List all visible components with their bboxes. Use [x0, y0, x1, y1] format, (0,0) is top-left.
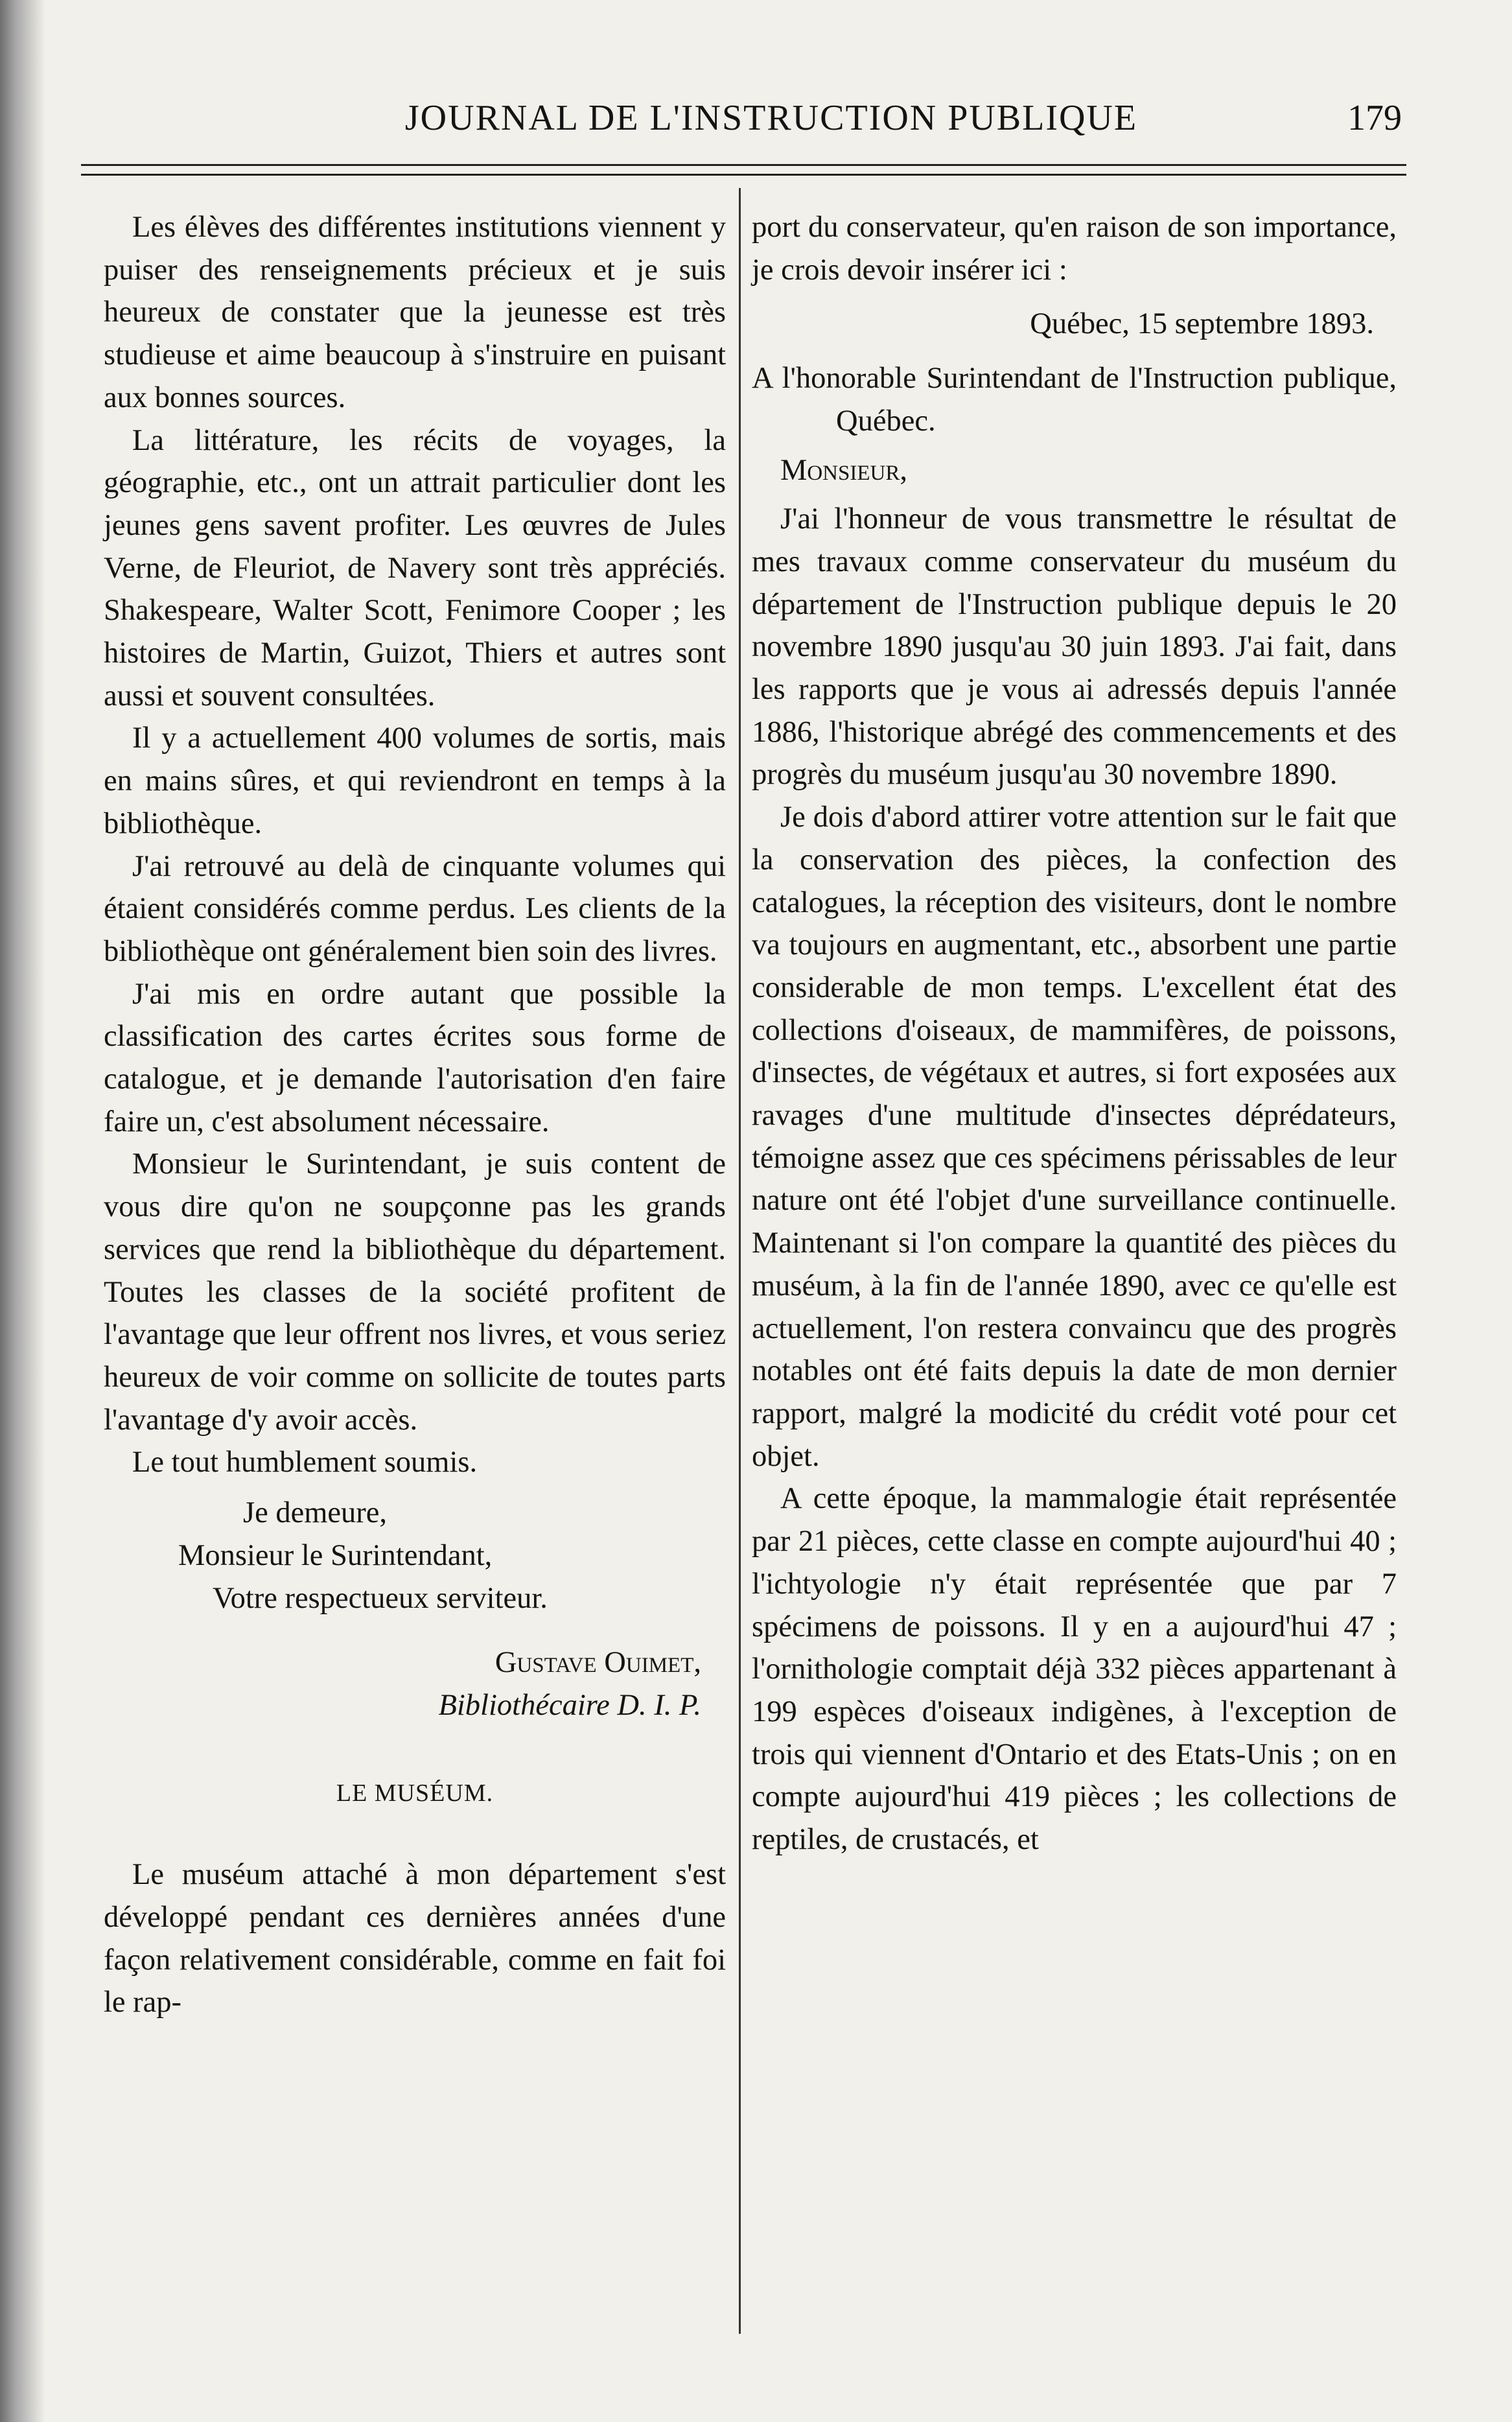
signature-title: Bibliothécaire D. I. P.: [438, 1688, 701, 1722]
paragraph: Les élèves des différentes institutions viennent y puiser des renseignements précieux et je suis heureux de constater que la jeunesse est très studieuse et aime beaucoup à s'instruire en puisant aux bonnes sources.: [104, 211, 726, 414]
paragraph: port du conservateur, qu'en raison de son importance, je crois devoir insérer ici :: [752, 211, 1397, 287]
closing-line: Je demeure,: [243, 1496, 388, 1530]
paragraph: J'ai mis en ordre autant que possible la classification des cartes écrites sous forme de catalogue, et je demande l'autorisation d'en faire faire un, c'est absolument nécessaire.: [104, 977, 726, 1138]
paragraph: Le muséum attaché à mon département s'est développé pendant ces dernières années d'une façon relativement considérable, comme en fait foi le rap-: [104, 1858, 726, 2019]
right-column: [752, 206, 1397, 1861]
closing-line: Votre respectueux serviteur.: [213, 1581, 548, 1615]
header-rule-bottom: [81, 174, 1406, 176]
paragraph: J'ai retrouvé au delà de cinquante volumes qui étaient considérés comme perdus. Les clients de la bibliothèque ont généralement bien soin des livres.: [104, 849, 726, 968]
letter-date: Québec, 15 septembre 1893.: [1030, 307, 1374, 341]
paragraph: J'ai l'honneur de vous transmettre le résultat de mes travaux comme conservateur du muséum du département de l'Instruction publique depuis le 20 novembre 1890 jusqu'au 30 juin 1893. J'ai fait, dans les rapports que je vous ai adressés depuis l'année 1886, l'historique abrégé des commencements et des progrès du muséum jusqu'au 30 novembre 1890.: [752, 502, 1397, 792]
scan-edge-shadow: [0, 0, 45, 2422]
letter-closing: [104, 1492, 726, 1619]
signature-name: Gustave Ouimet,: [494, 1646, 701, 1680]
header-rule-top: [81, 164, 1406, 166]
paragraph: Je dois d'abord attirer votre attention sur le fait que la conservation des pièces, la confection des catalogues, la réception des visiteurs, dont le nombre va toujours en augmentant, etc., absorbent une partie considerable de mon temps. L'excellent état des collections d'oiseaux, de mammifères, de poissons, d'insectes, de végétaux et autres, si fort exposées aux ravages d'une multitude d'insectes déprédateurs, témoigne assez que ces spécimens périssables de leur nature ont été l'objet d'une surveillance continuelle. Maintenant si l'on compare la quantité des pièces du muséum, à la fin de l'année 1890, avec ce qu'elle est actuellement, l'on restera convaincu que des progrès notables ont été faits depuis la date de mon dernier rapport, malgré la modicité du crédit voté pour cet objet.: [752, 801, 1397, 1473]
paragraph: Le tout humblement soumis.: [132, 1446, 478, 1479]
paragraph: Il y a actuellement 400 volumes de sortis, mais en mains sûres, et qui reviendront en temps à la bibliothèque.: [104, 722, 726, 840]
paragraph: Monsieur le Surintendant, je suis content de vous dire qu'on ne soupçonne pas les grands services que rend la bibliothèque du département. Toutes les classes de la société profitent de l'avantage que leur offrent nos livres, et vous seriez heureux de voir comme on sollicite de toutes parts l'avantage d'y avoir accès.: [104, 1147, 726, 1437]
column-divider: [739, 188, 741, 2334]
paragraph: A cette époque, la mammalogie était représentée par 21 pièces, cette classe en compte aujourd'hui 40 ; l'ichtyologie n'y était représentée que par 7 spécimens de poissons. Il y en a aujourd'hui 47 ; l'ornithologie comptait déjà 332 pièces appartenant à 199 espèces d'oiseaux indigènes, à l'exception de trois qui viennent d'Ontario et des Etats-Unis ; on en compte aujourd'hui 419 pièces ; les collections de reptiles, de crustacés, et: [752, 1482, 1397, 1857]
signature-block: [104, 1641, 726, 1726]
running-header: JOURNAL DE L'INSTRUCTION PUBLIQUE: [404, 98, 1138, 138]
letter-address: A l'honorable Surintendant de l'Instruction publique, Québec.: [752, 362, 1397, 438]
letter-salutation: Monsieur,: [780, 453, 907, 487]
paragraph: La littérature, les récits de voyages, la géographie, etc., ont un attrait particulier dont les jeunes gens savent profiter. Les œuvres de Jules Verne, de Fleuriot, de Navery sont très appréciés. Shakespeare, Walter Scott, Fenimore Cooper ; les histoires de Martin, Guizot, Thiers et autres sont aussi et souvent consultées.: [104, 423, 726, 712]
section-heading: LE MUSÉUM.: [336, 1779, 494, 1807]
left-column: [104, 206, 726, 2024]
page-number: 179: [1347, 98, 1402, 138]
closing-line: Monsieur le Surintendant,: [178, 1538, 493, 1572]
